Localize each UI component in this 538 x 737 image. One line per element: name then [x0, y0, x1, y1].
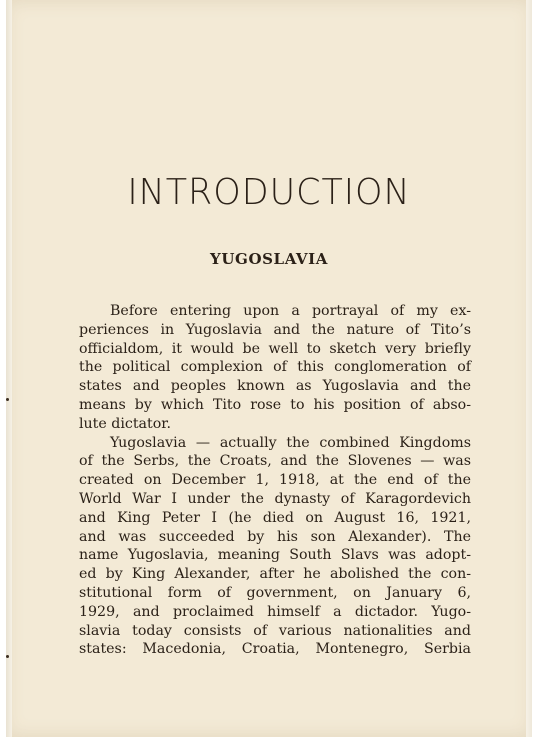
text-line: states: Macedonia, Croatia, Montenegro, Serbia	[79, 641, 471, 658]
text-line: officialdom, it would be well to sketch very briefly	[79, 340, 471, 357]
scan-right-edge	[526, 0, 532, 737]
text-line: ed by King Alexander, after he abolished the con-	[79, 566, 471, 583]
text-line: and King Peter I (he died on August 16, 1921,	[79, 509, 471, 526]
scan-speck	[6, 655, 9, 658]
text-line: Before entering upon a portrayal of my ex-	[110, 303, 471, 319]
paragraph-1	[79, 302, 471, 434]
text-line: states and peoples known as Yugoslavia and the	[79, 378, 471, 395]
text-line: lute dictator.	[79, 415, 171, 432]
text-line: periences in Yugoslavia and the nature of Tito’s	[79, 321, 471, 338]
text-line: Yugoslavia — actually the combined Kingdoms	[110, 434, 471, 451]
chapter-title: INTRODUCTION	[127, 172, 411, 213]
text-line: of the Serbs, the Croats, and the Slovenes — was	[79, 453, 471, 470]
text-line: the political complexion of this conglomeration of	[79, 359, 471, 376]
scan-speck	[6, 398, 9, 401]
text-line: name Yugoslavia, meaning South Slavs was adopt-	[79, 547, 471, 564]
text-line: slavia today consists of various nationalities and	[79, 622, 471, 639]
text-line: stitutional form of government, on January 6,	[79, 584, 471, 601]
text-line: World War I under the dynasty of Karagordevich	[79, 490, 471, 507]
text-line: means by which Tito rose to his position of abso-	[79, 396, 471, 413]
text-line: and was succeeded by his son Alexander). The	[79, 528, 471, 545]
text-line: created on December 1, 1918, at the end of the	[79, 472, 471, 489]
text-line: 1929, and proclaimed himself a dictador. Yugo-	[79, 603, 471, 620]
body-text	[79, 302, 471, 659]
paragraph-2	[79, 434, 471, 660]
scan-left-edge	[6, 0, 12, 737]
section-heading: YUGOSLAVIA	[210, 250, 328, 268]
book-page	[6, 0, 532, 737]
